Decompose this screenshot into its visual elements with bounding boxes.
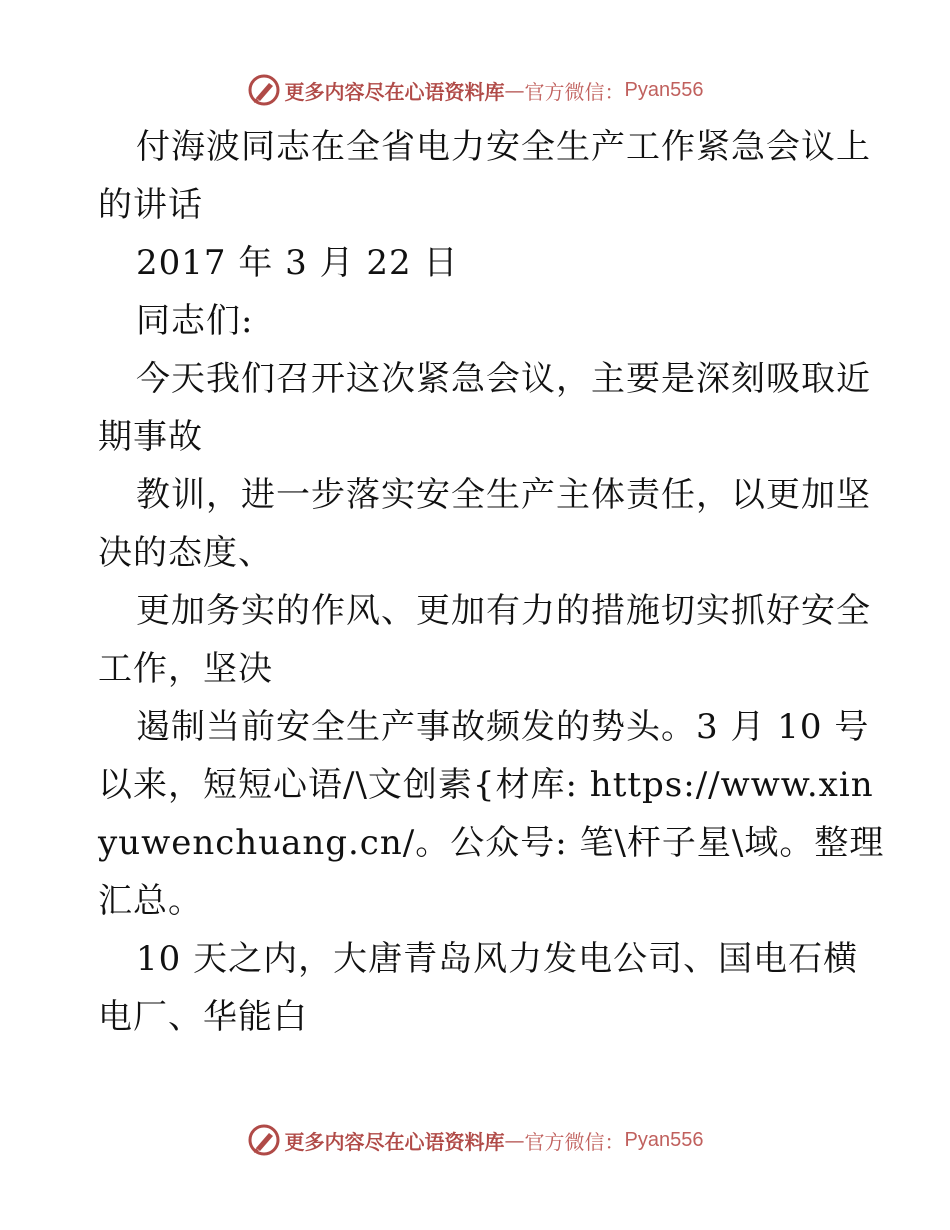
paragraph-line: 更加务实的作风、更加有力的措施切实抓好安全: [136, 591, 871, 631]
title-line-2: 的讲话: [98, 185, 203, 225]
banner-dash: —: [504, 1128, 525, 1152]
pen-nib-logo-icon: [247, 73, 281, 107]
paragraph-line: 今天我们召开这次紧急会议，主要是深刻吸取近: [136, 359, 871, 399]
paragraph-line: 遏制当前安全生产事故频发的势头。3 月 10 号: [136, 707, 870, 747]
paragraph-line: 教训，进一步落实安全生产主体责任，以更加坚: [136, 475, 871, 515]
banner-wechat-id: Pyan556: [624, 78, 704, 101]
banner-wechat-id: Pyan556: [624, 1128, 704, 1151]
header-banner: [0, 72, 950, 108]
banner-brand-text: 更多内容尽在心语资料库: [284, 1129, 505, 1154]
title-line-1: 付海波同志在全省电力安全生产工作紧急会议上: [136, 127, 871, 167]
banner-brand-text: 更多内容尽在心语资料库: [284, 79, 505, 104]
date-line: 2017 年 3 月 22 日: [136, 243, 459, 283]
paragraph-line: 以来，短短心语/\文创素{材库: https://www.xin: [98, 765, 874, 805]
banner-dash: —: [504, 78, 525, 102]
paragraph-line: 10 天之内，大唐青岛风力发电公司、国电石横: [136, 939, 859, 979]
paragraph-line: yuwenchuang.cn/。公众号: 笔\杆子星\域。整理: [98, 823, 885, 863]
banner-wechat-label: 官方微信：: [524, 1129, 625, 1154]
paragraph-line: 工作，坚决: [98, 649, 273, 689]
paragraph-line: 电厂、华能白: [98, 997, 308, 1037]
footer-banner: [0, 1122, 950, 1158]
paragraph-line: 决的态度、: [98, 533, 273, 573]
banner-wechat-label: 官方微信：: [524, 79, 625, 104]
salutation-line: 同志们:: [136, 301, 254, 341]
pen-nib-logo-icon: [247, 1123, 281, 1157]
paragraph-line: 汇总。: [98, 881, 203, 921]
paragraph-line: 期事故: [98, 417, 203, 457]
